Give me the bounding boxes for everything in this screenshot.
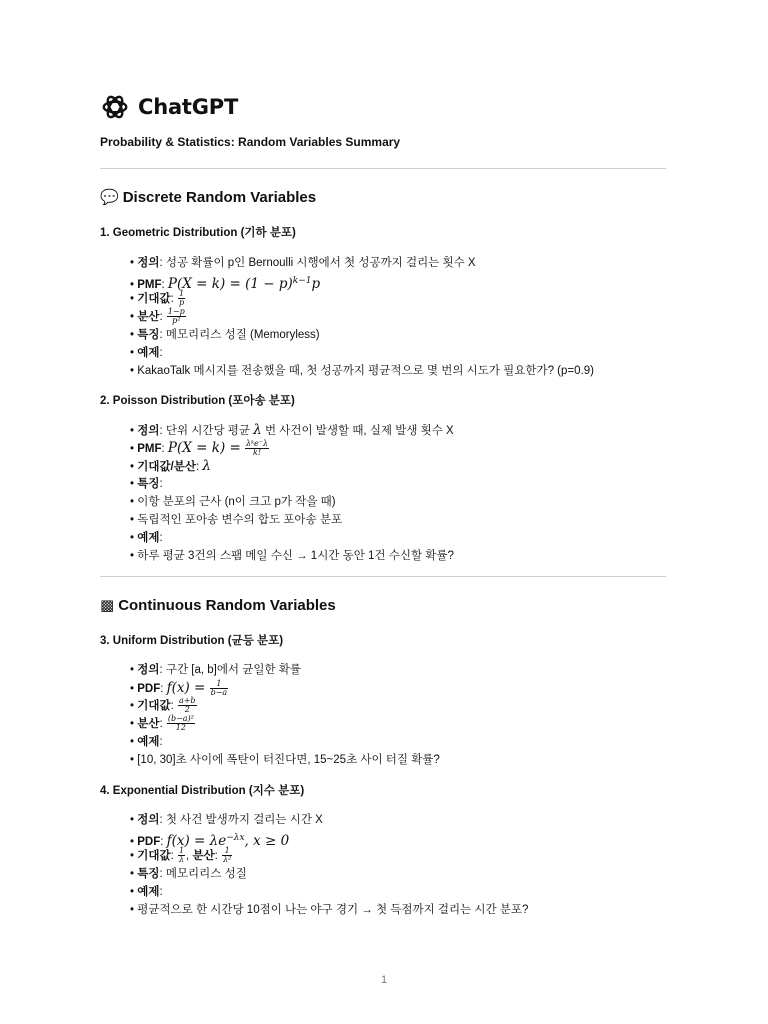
openai-logo-icon [100,92,130,122]
list-item: • 이항 분포의 근사 (n이 크고 p가 작을 때) [130,493,690,511]
list-item: • 특징: 메모리리스 성질 [130,865,690,883]
list-item: • 분산: $\frac{\text{(b−a)²}}{12}$ [130,715,690,733]
list-item: • 예제: [130,529,690,547]
list-item: • 기대값: $\frac{1}{\lambda}$ , 분산: $\frac{1}{\text{λ²}}$ [130,847,690,865]
list-item: • 정의: 단위 시간당 평균 λ 번 사건이 발생할 때, 실제 발생 횟수 X [130,421,690,439]
fraction: $\frac{\text{(b−a)²}}{12}$ [167,714,194,733]
list-item: • 정의: 첫 사건 발생까지 걸리는 시간 X [130,811,690,829]
list-item: • 특징: 메모리리스 성질 (Memoryless) [130,326,690,344]
section-heading-text: Continuous Random Variables [118,596,336,614]
list-item: • 하루 평균 3건의 스팸 메일 수신 → 1시간 동안 1건 수신할 확률? [130,547,690,565]
section-heading-text: Discrete Random Variables [122,188,317,206]
exponential-list [130,811,690,919]
list-item: • 예제: [130,344,690,362]
geometric-list [130,254,690,380]
list-item: • 독립적인 포아송 변수의 합도 포아송 분포 [130,511,690,529]
section-heading-continuous [100,596,336,614]
subsection-title-exponential: 4. Exponential Distribution (지수 분포) [100,785,305,797]
list-item: • 예제: [130,733,690,751]
uniform-list [130,661,690,769]
list-item: • 정의: 구간 [a, b]에서 균일한 확률 [130,661,690,679]
fraction: $\frac{1}{\text{λ²}}$ [223,846,232,865]
list-item: • 기대값: $\frac{a+b}{2}$ [130,697,690,715]
fraction: $\frac{1}{\lambda}$ [178,846,185,865]
list-item: • 기대값/분산: λ [130,457,690,475]
brand-header [100,92,238,122]
document-title: Probability & Statistics: Random Variables Summary [100,135,401,149]
list-item: • PDF: $f(x) = \lambda e^{-\lambda x}$, x ≥ 0 [130,829,690,847]
speech-bubble-icon: 💬 [100,189,119,206]
list-item: • [10, 30]초 사이에 폭탄이 터진다면, 15~25초 사이 터질 확률? [130,751,690,769]
list-item: • KakaoTalk 메시지를 전송했을 때, 첫 성공까지 평균적으로 몇 번의 시도가 필요한가? (p=0.9) [130,362,690,380]
fraction: $\frac{1}{b-a}$ [210,679,228,698]
divider [100,576,666,577]
divider [100,168,666,169]
fraction: $\frac{a+b}{2}$ [178,696,196,715]
fraction: $\frac{1-p}{\text{p²}}$ [167,307,185,326]
list-item: • 분산: $\frac{1-p}{\text{p²}}$ [130,308,690,326]
list-item: • PMF: P(X = k) = $\frac{\text{λᵏe⁻λ}}{k!}$ [130,439,690,457]
page-number: 1 [380,974,388,986]
list-item: • 정의: 성공 확률이 p인 Bernoulli 시행에서 첫 성공까지 걸리는 횟수 X [130,254,690,272]
section-heading-discrete [100,188,316,206]
poisson-list [130,421,690,565]
list-item: • 평균적으로 한 시간당 10점이 나는 야구 경기 → 첫 득점까지 걸리는 시간 분포? [130,901,690,919]
list-item: • 예제: [130,883,690,901]
subsection-title-poisson: 2. Poisson Distribution (포아송 분포) [100,395,295,407]
subsection-title-uniform: 3. Uniform Distribution (균등 분포) [100,635,284,647]
subsection-title-geometric: 1. Geometric Distribution (기하 분포) [100,227,296,239]
list-item: • 특징: [130,475,690,493]
list-item: • 기대값: $\frac{1}{p}$ [130,290,690,308]
fraction: $\frac{\text{λᵏe⁻λ}}{k!}$ [246,439,269,458]
list-item: • PDF: f(x) = $\frac{1}{b-a}$ [130,679,690,697]
fraction: $\frac{1}{p}$ [178,289,185,308]
brand-name: ChatGPT [138,95,239,119]
list-item: • PMF: $P(X = k) = (1 - p)^{k-1}p$ [130,272,690,290]
grid-square-icon: ▩ [100,597,115,614]
